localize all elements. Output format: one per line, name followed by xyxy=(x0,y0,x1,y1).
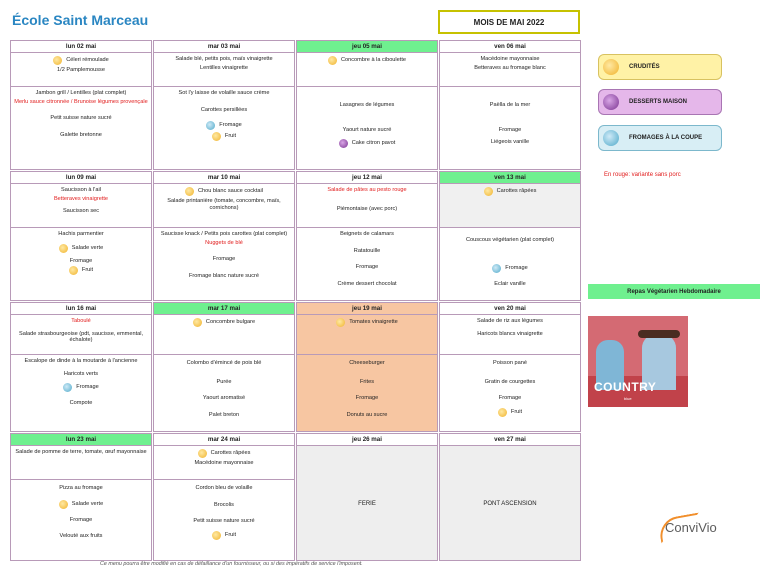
day-header: mar 10 mai xyxy=(154,172,294,184)
main-section xyxy=(154,228,294,282)
dairy-item: Fromage xyxy=(212,256,236,263)
starter-section xyxy=(11,315,151,355)
starter-item: Concombre à la ciboulette xyxy=(300,56,434,65)
page-title: École Saint Marceau xyxy=(12,12,149,28)
fromage-coupe-icon xyxy=(206,121,215,130)
main-section xyxy=(440,87,580,149)
main-item: Escalope de dinde à la moutarde à l'ancienne xyxy=(24,358,138,364)
red-variant-note: En rouge: variante sans porc xyxy=(604,172,681,178)
side-item: Purée xyxy=(216,378,232,385)
main-item: Jambon grill / Lentilles (plat complet) xyxy=(35,90,127,96)
fromage-coupe-icon xyxy=(63,383,72,392)
side-item: Salade verte xyxy=(14,500,148,509)
day-cell xyxy=(296,302,438,432)
dessert-item: Liégeois vanille xyxy=(490,139,530,146)
legend-desserts xyxy=(598,89,722,115)
starter-section xyxy=(154,53,294,87)
fromage-coupe-icon xyxy=(603,130,619,146)
main-item: Cordon bleu de volaille xyxy=(195,485,253,491)
starter-section xyxy=(154,446,294,480)
main-section xyxy=(154,480,294,543)
day-cell xyxy=(153,433,295,561)
starter-section xyxy=(154,184,294,228)
main-item: Hachis parmentier xyxy=(58,231,104,237)
main-section xyxy=(440,228,580,290)
dairy-item: Fromage xyxy=(443,264,577,273)
main-section xyxy=(297,228,437,290)
main-section xyxy=(11,355,151,410)
dessert-item: Fruit xyxy=(14,266,148,275)
starter-item: Salade de pomme de terre, tomate, œuf mayonnaise xyxy=(15,449,147,455)
side-item: Ratatouille xyxy=(353,247,381,254)
main-item: Lasagnes de légumes xyxy=(339,102,395,108)
dessert-item: Velouté aux fruits xyxy=(59,533,103,540)
starter-section xyxy=(297,315,437,355)
main-item: Couscous végétarien (plat complet) xyxy=(466,237,554,243)
day-cell xyxy=(10,171,152,301)
dessert-item: Cake citron pavot xyxy=(300,139,434,148)
dessert-item: Eclair vanille xyxy=(494,280,526,287)
logo-text: ConviVio xyxy=(665,520,717,535)
dairy-item: Fromage xyxy=(157,121,291,130)
starter-item: Saucisson sec xyxy=(62,208,100,215)
dessert-item: Fruit xyxy=(157,531,291,540)
legend-label: CRUDITÉS xyxy=(629,64,660,70)
starter-item: Tomates vinaigrette xyxy=(300,318,434,327)
crudites-icon xyxy=(59,500,68,509)
main-section xyxy=(154,355,294,421)
day-header: ven 13 mai xyxy=(440,172,580,184)
side-item: Brocolis xyxy=(214,501,234,508)
dairy-item: Fromage xyxy=(355,264,379,271)
side-item: Frites xyxy=(360,378,374,385)
week-1 xyxy=(10,40,582,170)
day-header: mar 17 mai xyxy=(154,303,294,315)
country-label: COUNTRY xyxy=(594,380,657,394)
day-cell xyxy=(10,40,152,170)
week-4 xyxy=(10,433,582,561)
starter-item: Piémontaise (avec porc) xyxy=(336,205,398,212)
starter-section xyxy=(154,315,294,355)
dairy-item: Yaourt nature sucré xyxy=(342,126,392,133)
convivio-logo xyxy=(665,520,717,535)
dairy-item: Fromage xyxy=(69,257,93,264)
starter-item-alt: Salade de pâtes au pesto rouge xyxy=(327,187,407,193)
dairy-item: Fromage xyxy=(355,395,379,402)
country-sub: blue xyxy=(624,396,632,401)
starter-item: Macédoine mayonnaise xyxy=(194,460,254,466)
closed-label: PONT ASCENSION xyxy=(483,501,537,507)
side-item: Haricots verts xyxy=(63,370,99,377)
dessert-item: Galette bretonne xyxy=(60,131,102,138)
dairy-item: Fromage xyxy=(14,383,148,392)
country-theme-image xyxy=(588,316,688,407)
main-item: Colombo d'émincé de pois blé xyxy=(186,360,262,366)
dairy-item: Petit suisse nature sucré xyxy=(193,518,255,525)
crudites-icon xyxy=(603,59,619,75)
starter-item: Salade printanière (tomate, concombre, maïs, cornichons) xyxy=(167,198,281,211)
closed-label: FERIE xyxy=(358,501,376,507)
month-label: MOIS DE MAI 2022 xyxy=(438,10,580,34)
day-cell xyxy=(153,171,295,301)
starter-item: 1/2 Pamplemousse xyxy=(57,67,105,73)
dessert-item: Fruit xyxy=(443,408,577,417)
starter-section xyxy=(440,184,580,228)
main-section xyxy=(440,355,580,420)
crudites-icon xyxy=(198,449,207,458)
dairy-item: Fromage xyxy=(498,395,522,402)
starter-item: Macédoine mayonnaise xyxy=(480,56,540,62)
side-item: Salade verte xyxy=(14,244,148,253)
dessert-item: Fruit xyxy=(157,132,291,141)
starter-item: Salade blé, petits pois, maïs vinaigrette xyxy=(175,56,273,62)
fruit-icon xyxy=(498,408,507,417)
day-cell xyxy=(10,433,152,561)
crudites-icon xyxy=(336,318,345,327)
fruit-icon xyxy=(69,266,78,275)
side-item: Carottes persillées xyxy=(200,106,248,113)
main-section xyxy=(297,355,437,421)
starter-item: Carottes râpées xyxy=(443,187,577,196)
starter-section xyxy=(11,53,151,87)
main-section xyxy=(154,87,294,144)
legend-fromages xyxy=(598,125,722,151)
main-section xyxy=(11,480,151,543)
starter-item: Céleri rémoulade xyxy=(14,56,148,65)
starter-section xyxy=(297,184,437,228)
main-item: Saucisse knack / Petits pois carottes (plat complet) xyxy=(160,231,288,237)
day-header: lun 09 mai xyxy=(11,172,151,184)
main-item-alt: Merlu sauce citronnée / Brunoise légumes provençale xyxy=(14,98,148,105)
day-header: lun 02 mai xyxy=(11,41,151,53)
dairy-item: Fromage xyxy=(69,516,93,523)
starter-item: Carottes râpées xyxy=(157,449,291,458)
day-cell xyxy=(10,302,152,432)
day-header: ven 20 mai xyxy=(440,303,580,315)
day-cell xyxy=(153,40,295,170)
veg-banner: Repas Végétarien Hebdomadaire xyxy=(588,284,760,299)
starter-item: Concombre bulgare xyxy=(157,318,291,327)
main-section xyxy=(297,87,437,151)
crudites-icon xyxy=(193,318,202,327)
fruit-icon xyxy=(212,531,221,540)
dairy-item: Petit suisse nature sucré xyxy=(50,115,112,122)
starter-item-alt: Taboulé xyxy=(71,318,91,324)
dessert-item: Crème dessert chocolat xyxy=(337,280,397,287)
starter-section xyxy=(297,53,437,87)
crudites-icon xyxy=(328,56,337,65)
starter-item: Salade strasbourgeoise (pdt, saucisse, emmental, échalote) xyxy=(18,330,144,344)
day-cell xyxy=(439,433,581,561)
day-header: jeu 05 mai xyxy=(297,41,437,53)
main-item: Poisson pané xyxy=(493,360,527,366)
dairy-item: Fromage xyxy=(498,126,522,133)
day-cell xyxy=(296,171,438,301)
starter-item: Saucisson à l'ail xyxy=(61,187,101,193)
main-item: Pizza au fromage xyxy=(59,485,103,491)
day-header: ven 27 mai xyxy=(440,434,580,446)
starter-section xyxy=(440,53,580,87)
starter-item: Betteraves au fromage blanc xyxy=(474,64,546,71)
day-cell xyxy=(296,433,438,561)
starter-item: Haricots blancs vinaigrette xyxy=(477,330,543,337)
starter-item: Salade de riz aux légumes xyxy=(477,318,543,324)
dessert-item: Donuts au sucre xyxy=(346,411,388,418)
day-header: ven 06 mai xyxy=(440,41,580,53)
legend-crudites xyxy=(598,54,722,80)
dessert-maison-icon xyxy=(603,94,619,110)
dessert-item: Compote xyxy=(69,400,93,407)
day-header: lun 16 mai xyxy=(11,303,151,315)
crudites-icon xyxy=(53,56,62,65)
day-header: jeu 26 mai xyxy=(297,434,437,446)
day-header: mar 03 mai xyxy=(154,41,294,53)
day-cell xyxy=(153,302,295,432)
starter-item: Lentilles vinaigrette xyxy=(200,64,248,71)
main-item: Cheeseburger xyxy=(349,360,385,366)
crudites-icon xyxy=(59,244,68,253)
main-section xyxy=(11,87,151,141)
side-item: Gratin de courgettes xyxy=(484,378,536,385)
footer-note: Ce menu pourra être modifié en cas de défaillance d'un fournisseur, ou si des impératifs de service l'imposent. xyxy=(100,561,363,567)
main-item: Sot l'y laisse de volaille sauce crème xyxy=(178,90,270,96)
day-cell xyxy=(296,40,438,170)
starter-item: Chou blanc sauce cocktail xyxy=(157,187,291,196)
crudites-icon xyxy=(484,187,493,196)
main-item-alt: Nuggets de blé xyxy=(205,239,243,246)
legend-label: DESSERTS MAISON xyxy=(629,99,688,105)
cowboy-hat-icon xyxy=(638,330,680,338)
fruit-icon xyxy=(212,132,221,141)
week-2 xyxy=(10,171,582,301)
legend-label: FROMAGES À LA COUPE xyxy=(629,135,703,141)
day-header: mar 24 mai xyxy=(154,434,294,446)
week-3 xyxy=(10,302,582,432)
starter-item-alt: Betteraves vinaigrette xyxy=(53,195,109,202)
day-cell xyxy=(439,302,581,432)
main-item: Beignets de calamars xyxy=(340,231,394,237)
day-header: lun 23 mai xyxy=(11,434,151,446)
fromage-coupe-icon xyxy=(492,264,501,273)
day-cell xyxy=(439,40,581,170)
starter-section xyxy=(440,315,580,355)
day-header: jeu 12 mai xyxy=(297,172,437,184)
day-header: jeu 19 mai xyxy=(297,303,437,315)
dessert-item: Fromage blanc nature sucré xyxy=(189,272,259,279)
main-item: Paëlla de la mer xyxy=(489,102,531,108)
day-cell xyxy=(439,171,581,301)
dairy-item: Yaourt aromatisé xyxy=(202,395,246,402)
starter-section xyxy=(11,446,151,480)
main-section xyxy=(11,228,151,278)
crudites-icon xyxy=(185,187,194,196)
dessert-item: Palet breton xyxy=(208,411,240,418)
starter-section xyxy=(11,184,151,228)
dessert-maison-icon xyxy=(339,139,348,148)
